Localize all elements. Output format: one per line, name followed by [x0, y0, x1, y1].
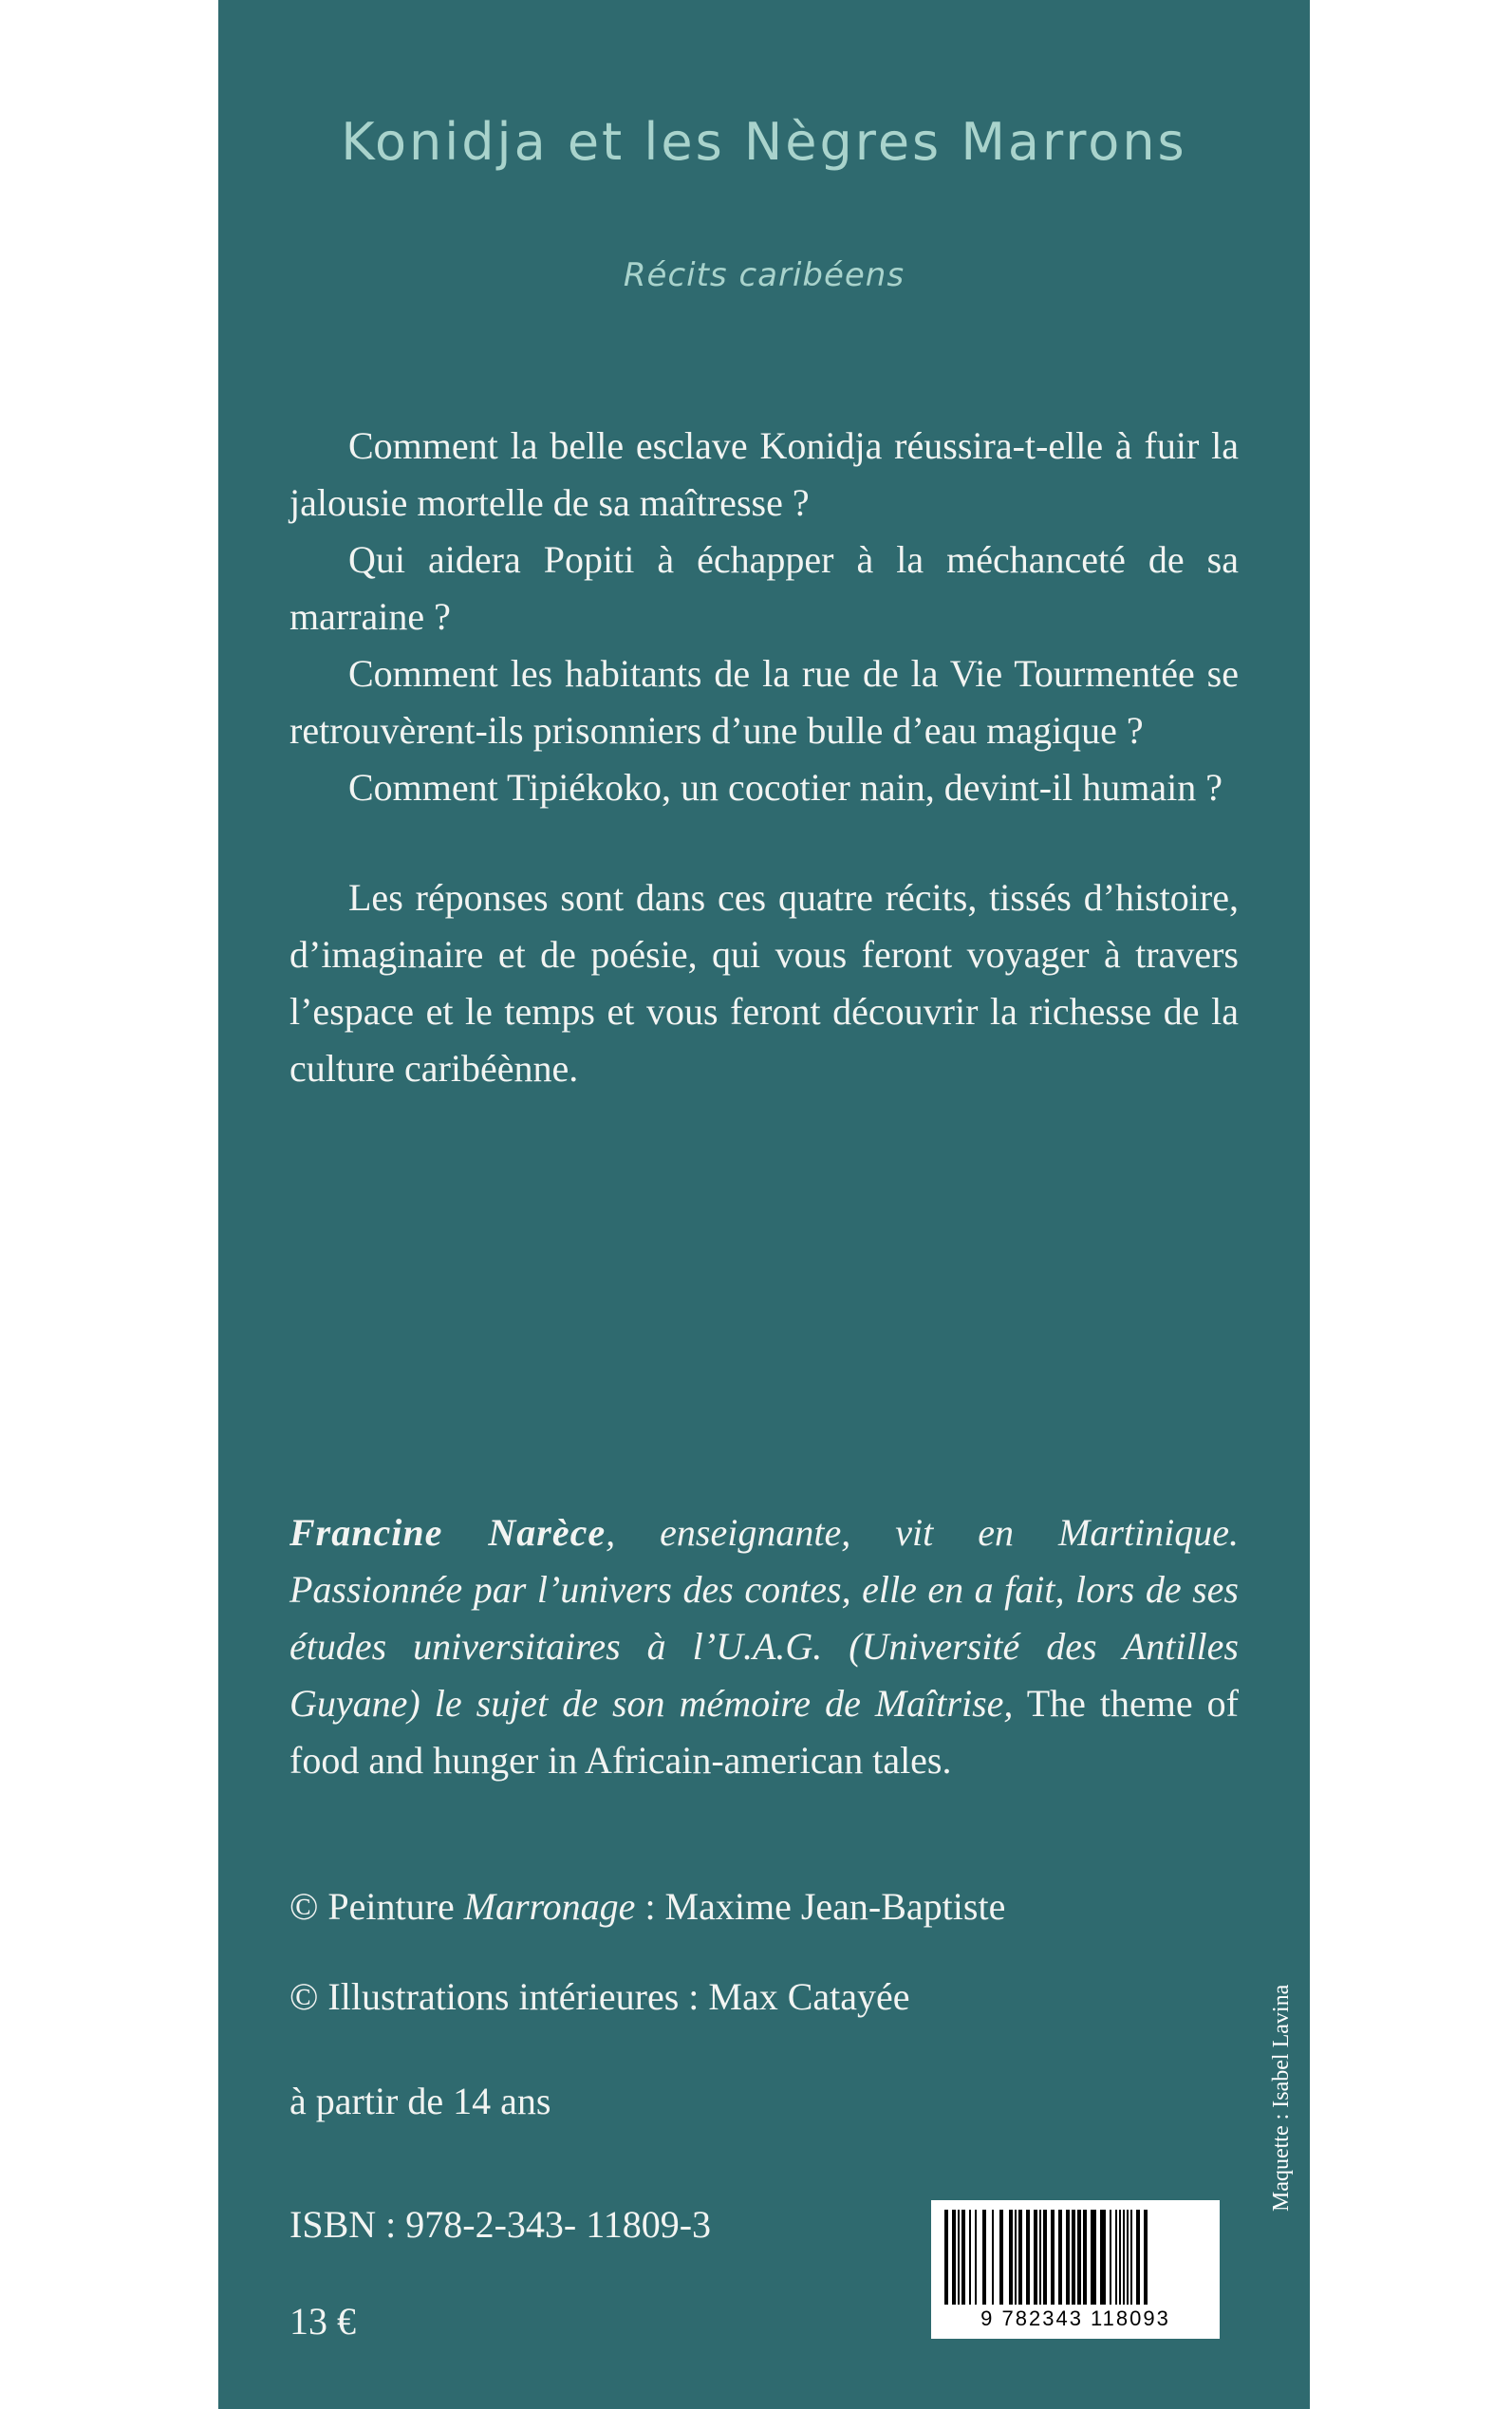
book-subtitle: Récits caribéens — [623, 256, 905, 294]
barcode-number: 9 782343 118093 — [980, 2306, 1170, 2330]
barcode-bar — [1077, 2210, 1081, 2305]
back-cover — [218, 0, 1310, 2409]
barcode-bar — [1015, 2210, 1017, 2305]
blurb-paragraph: Comment Tipiékoko, un cocotier nain, devint-il humain ? — [348, 766, 1223, 809]
barcode — [931, 2200, 1220, 2339]
barcode-bar — [1066, 2210, 1070, 2305]
barcode-bar — [1100, 2210, 1106, 2305]
barcode-bar — [1026, 2210, 1030, 2305]
painting-credit-prefix: © Peinture — [289, 1885, 464, 1928]
barcode-bar — [1051, 2210, 1055, 2305]
barcode-bar — [1009, 2210, 1013, 2305]
barcode-bar — [1091, 2210, 1096, 2305]
barcode-bar — [961, 2210, 965, 2305]
illustrations-credit: © Illustrations intérieures : Max Catayée — [289, 1975, 910, 2018]
price: 13 € — [289, 2300, 356, 2343]
book-title: Konidja et les Nègres Marrons — [341, 112, 1187, 172]
barcode-bar — [1083, 2210, 1087, 2305]
barcode-bar — [1058, 2210, 1062, 2305]
barcode-bar — [944, 2210, 948, 2305]
barcode-bar — [952, 2210, 956, 2305]
age-range: à partir de 14 ans — [289, 2080, 551, 2122]
blurb-paragraph: Les réponses sont dans ces quatre récits, tissés d’histoire, d’imaginaire et de poésie, qui vous feront voyager à travers l’espace et le temps et vous feront découvrir la richesse de la culture caribéènne. — [289, 876, 1239, 1090]
barcode-bar — [969, 2210, 971, 2305]
barcode-bar — [1018, 2210, 1022, 2305]
barcode-bar — [1115, 2210, 1117, 2305]
barcode-bar — [1136, 2210, 1140, 2305]
blurb-paragraph: Comment la belle esclave Konidja réussira-t-elle à fuir la jalousie mortelle de sa maîtresse ? — [289, 424, 1239, 524]
thesis-title: The theme of food and hunger in Africain-american tales. — [289, 1682, 1239, 1782]
painting-artist: : Maxime Jean-Baptiste — [635, 1885, 1006, 1928]
painting-credit — [289, 1884, 1005, 1929]
painting-title: Marronage — [463, 1885, 636, 1928]
barcode-bar — [1034, 2210, 1037, 2305]
barcode-bar — [958, 2210, 960, 2305]
barcode-bars — [941, 2210, 1210, 2305]
barcode-bar — [1119, 2210, 1121, 2305]
author-name: Francine Narèce — [289, 1511, 607, 1554]
barcode-bar — [1123, 2210, 1125, 2305]
barcode-bar — [975, 2210, 977, 2305]
barcode-bar — [1043, 2210, 1047, 2305]
barcode-bar — [1072, 2210, 1075, 2305]
barcode-bar — [1127, 2210, 1129, 2305]
blurb — [289, 418, 1239, 1097]
author-bio-text: , enseignante, vit en Martinique. Passionnée par l’univers des contes, elle en a fait, lors de ses études universitaires à l’U.A.G. (Université des Antilles Guyane) le sujet de son mémoire de Maîtrise, — [289, 1511, 1239, 1725]
blurb-paragraph: Qui aidera Popiti à échapper à la méchanceté de sa marraine ? — [289, 538, 1239, 638]
barcode-bar — [1130, 2210, 1132, 2305]
blurb-paragraph: Comment les habitants de la rue de la Vie Tourmentée se retrouvèrent-ils prisonniers d’une bulle d’eau magique ? — [289, 652, 1239, 752]
barcode-bar — [1144, 2210, 1148, 2305]
barcode-bar — [1039, 2210, 1041, 2305]
barcode-bar — [1110, 2210, 1111, 2305]
barcode-bar — [982, 2210, 986, 2305]
layout-credit: Maquette : Isabel Lavina — [1269, 1984, 1294, 2212]
author-bio — [289, 1504, 1239, 1789]
barcode-bar — [992, 2210, 994, 2305]
barcode-bar — [999, 2210, 1003, 2305]
isbn: ISBN : 978-2-343- 11809-3 — [289, 2203, 712, 2246]
